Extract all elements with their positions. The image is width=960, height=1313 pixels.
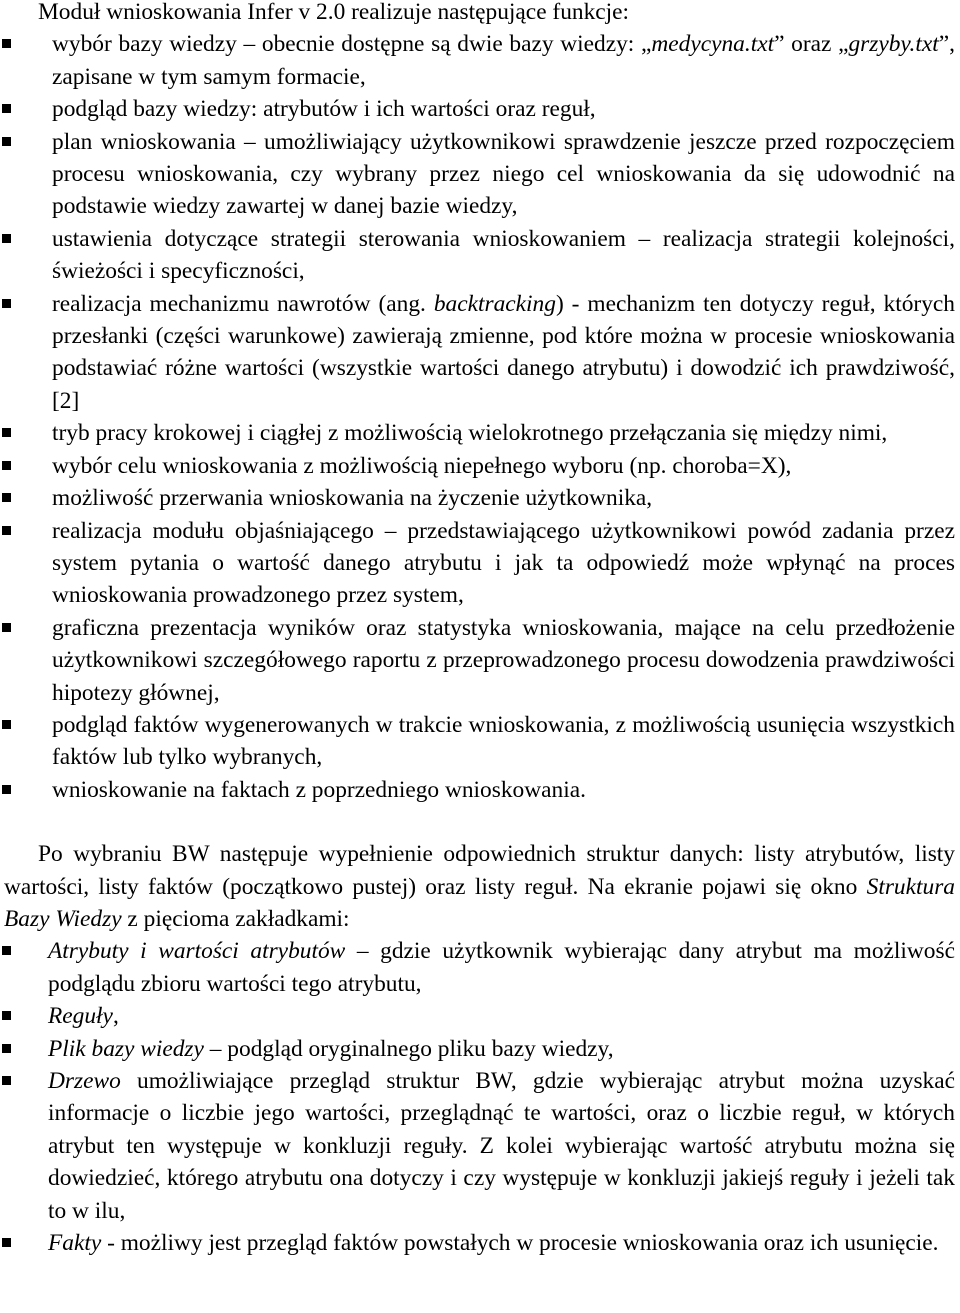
text-run: ”, zapisane w tym samym formacie, (52, 31, 955, 90)
body-paragraph (0, 838, 960, 935)
text-run: podgląd faktów wygenerowanych w trakcie wnioskowania, z możliwością usunięcia wszystkich faktów lub tylko wybranych, (52, 711, 955, 771)
text-run: graficzna prezentacja wyników oraz statystyka wnioskowania, mające na celu przedłożenie użytkownikowi szczegółowego raportu z przeprowadzonego procesu dowodzenia prawdziwości hipotezy głównej, (52, 614, 955, 706)
list-item-text (52, 453, 791, 479)
text-run: wybór celu wnioskowania z możliwością niepełnego wyboru (np. choroba=X), (52, 452, 792, 479)
text-run: plan wnioskowania – umożliwiający użytkownikowi sprawdzenie jeszcze przed rozpoczęciem procesu wnioskowania, czy wybrany przez niego cel wnioskowania da się udowodnić na podstawie wiedzy zawartej w danej bazie wiedzy, (52, 128, 955, 220)
list-item (0, 28, 960, 93)
list-item-text (52, 226, 955, 284)
list-item (0, 417, 960, 449)
square-bullet-icon (2, 299, 11, 308)
square-bullet-icon (2, 526, 11, 535)
list-item (0, 450, 960, 482)
square-bullet-icon (2, 493, 11, 502)
italic-term: Reguły (48, 1003, 113, 1030)
list-item (0, 515, 960, 612)
square-bullet-icon (2, 1076, 11, 1085)
list-item (0, 482, 960, 514)
list-item-text (52, 96, 596, 122)
text-run: tryb pracy krokowej i ciągłej z możliwością wielokrotnego przełączania się między nimi, (52, 420, 888, 447)
text-run: - możliwy jest przegląd faktów powstałych w procesie wnioskowania oraz ich usunięcie. (101, 1230, 939, 1257)
text-run: realizacja mechanizmu nawrotów (ang. (52, 290, 434, 317)
list-item-text (52, 291, 955, 414)
square-bullet-icon (2, 39, 11, 48)
square-bullet-icon (2, 1238, 11, 1247)
square-bullet-icon (2, 1044, 11, 1053)
list-item-text (52, 518, 955, 609)
square-bullet-icon (2, 1011, 11, 1020)
list-item-text (48, 938, 955, 996)
list-item (0, 709, 960, 774)
italic-term: backtracking (433, 290, 556, 317)
text-run: – podgląd oryginalnego pliku bazy wiedzy, (203, 1035, 614, 1062)
functions-list (0, 28, 960, 806)
square-bullet-icon (2, 623, 11, 632)
square-bullet-icon (2, 234, 11, 243)
italic-term: Drzewo (48, 1068, 121, 1094)
italic-term: Struktura Bazy Wiedzy (4, 873, 955, 932)
square-bullet-icon (2, 946, 11, 955)
list-item-text (52, 129, 955, 220)
list-item (0, 288, 960, 418)
list-item-text (48, 1230, 939, 1256)
text-run: umożliwiające przegląd struktur BW, gdzie wybierając atrybut można uzyskać informacje o liczbie jego wartości, przeglądnąć te wartości, oraz o liczbie reguł, w których atrybut ten występuje w konkluzji reguły. Z kolei wybierając wartość atrybutu można się dowiedzieć, którego atrybutu ona dotyczy i czy występuje w konkluzji jakiejś reguły i jeżeli tak to w ilu, (48, 1068, 955, 1224)
list-item-text (52, 420, 887, 446)
list-item (0, 774, 960, 806)
square-bullet-icon (2, 785, 11, 794)
list-item-text (48, 1068, 955, 1224)
list-item-text (48, 1003, 119, 1029)
italic-term: grzyby.txt (848, 31, 939, 58)
square-bullet-icon (2, 104, 11, 113)
list-item (0, 1033, 960, 1065)
list-item (0, 1065, 960, 1227)
text-run: z pięcioma zakładkami: (121, 905, 350, 932)
intro-line: Moduł wnioskowania Infer v 2.0 realizuje następujące funkcje: (38, 0, 630, 25)
list-item (0, 1227, 960, 1259)
text-run: ) - mechanizm ten dotyczy reguł, których przesłanki (części warunkowe) zawierają zmienne, pod które można w procesie wnioskowania podstawiać różne wartości (wszystkie wartości danego atrybutu) i dowodzić ich prawdziwość, [2] (52, 290, 955, 414)
text-run: wnioskowanie na faktach z poprzedniego wnioskowania. (52, 776, 586, 803)
list-item (0, 223, 960, 288)
text-run: Po wybraniu BW następuje wypełnienie odpowiednich struktur danych: listy atrybutów, listy wartości, listy faktów (początkowo pustej) oraz listy reguł. Na ekranie pojawi się okno (4, 841, 955, 900)
square-bullet-icon (2, 461, 11, 470)
text-run: wybór bazy wiedzy – obecnie dostępne są dwie bazy wiedzy: „ (52, 31, 652, 58)
list-item (0, 126, 960, 223)
text-run: , (112, 1003, 119, 1030)
text-run: możliwość przerwania wnioskowania na życzenie użytkownika, (52, 485, 653, 512)
italic-term: medycyna.txt (651, 31, 775, 58)
tabs-list (0, 935, 960, 1259)
list-item-text (52, 615, 955, 706)
list-item (0, 93, 960, 125)
list-item-text (48, 1036, 614, 1062)
square-bullet-icon (2, 720, 11, 729)
text-run: – gdzie użytkownik wybierając dany atrybut ma możliwość podglądu zbioru wartości tego atrybutu, (48, 938, 955, 997)
square-bullet-icon (2, 428, 11, 437)
italic-term: Atrybuty i wartości atrybutów (48, 938, 346, 965)
text-run: podgląd bazy wiedzy: atrybutów i ich wartości oraz reguł, (52, 96, 596, 123)
list-item (0, 935, 960, 1000)
list-item-text (52, 712, 955, 770)
text-run: ustawienia dotyczące strategii sterowania wnioskowaniem – realizacja strategii kolejności, świeżości i specyficzności, (52, 225, 955, 285)
list-item (0, 612, 960, 709)
italic-term: Plik bazy wiedzy (48, 1035, 204, 1062)
italic-term: Fakty (48, 1230, 102, 1257)
list-item-text (52, 777, 586, 803)
list-item (0, 1000, 960, 1032)
square-bullet-icon (2, 137, 11, 146)
list-item-text (52, 31, 955, 89)
list-item-text (52, 485, 652, 511)
text-run: ” oraz „ (774, 31, 849, 58)
text-run: realizacja modułu objaśniającego – przedstawiającego użytkownikowi powód zadania przez system pytania o wartość danego atrybutu i jak ta odpowiedź może wpłynąć na proces wnioskowania prowadzonego przez system, (52, 517, 955, 609)
paragraph-spacer (0, 806, 960, 838)
